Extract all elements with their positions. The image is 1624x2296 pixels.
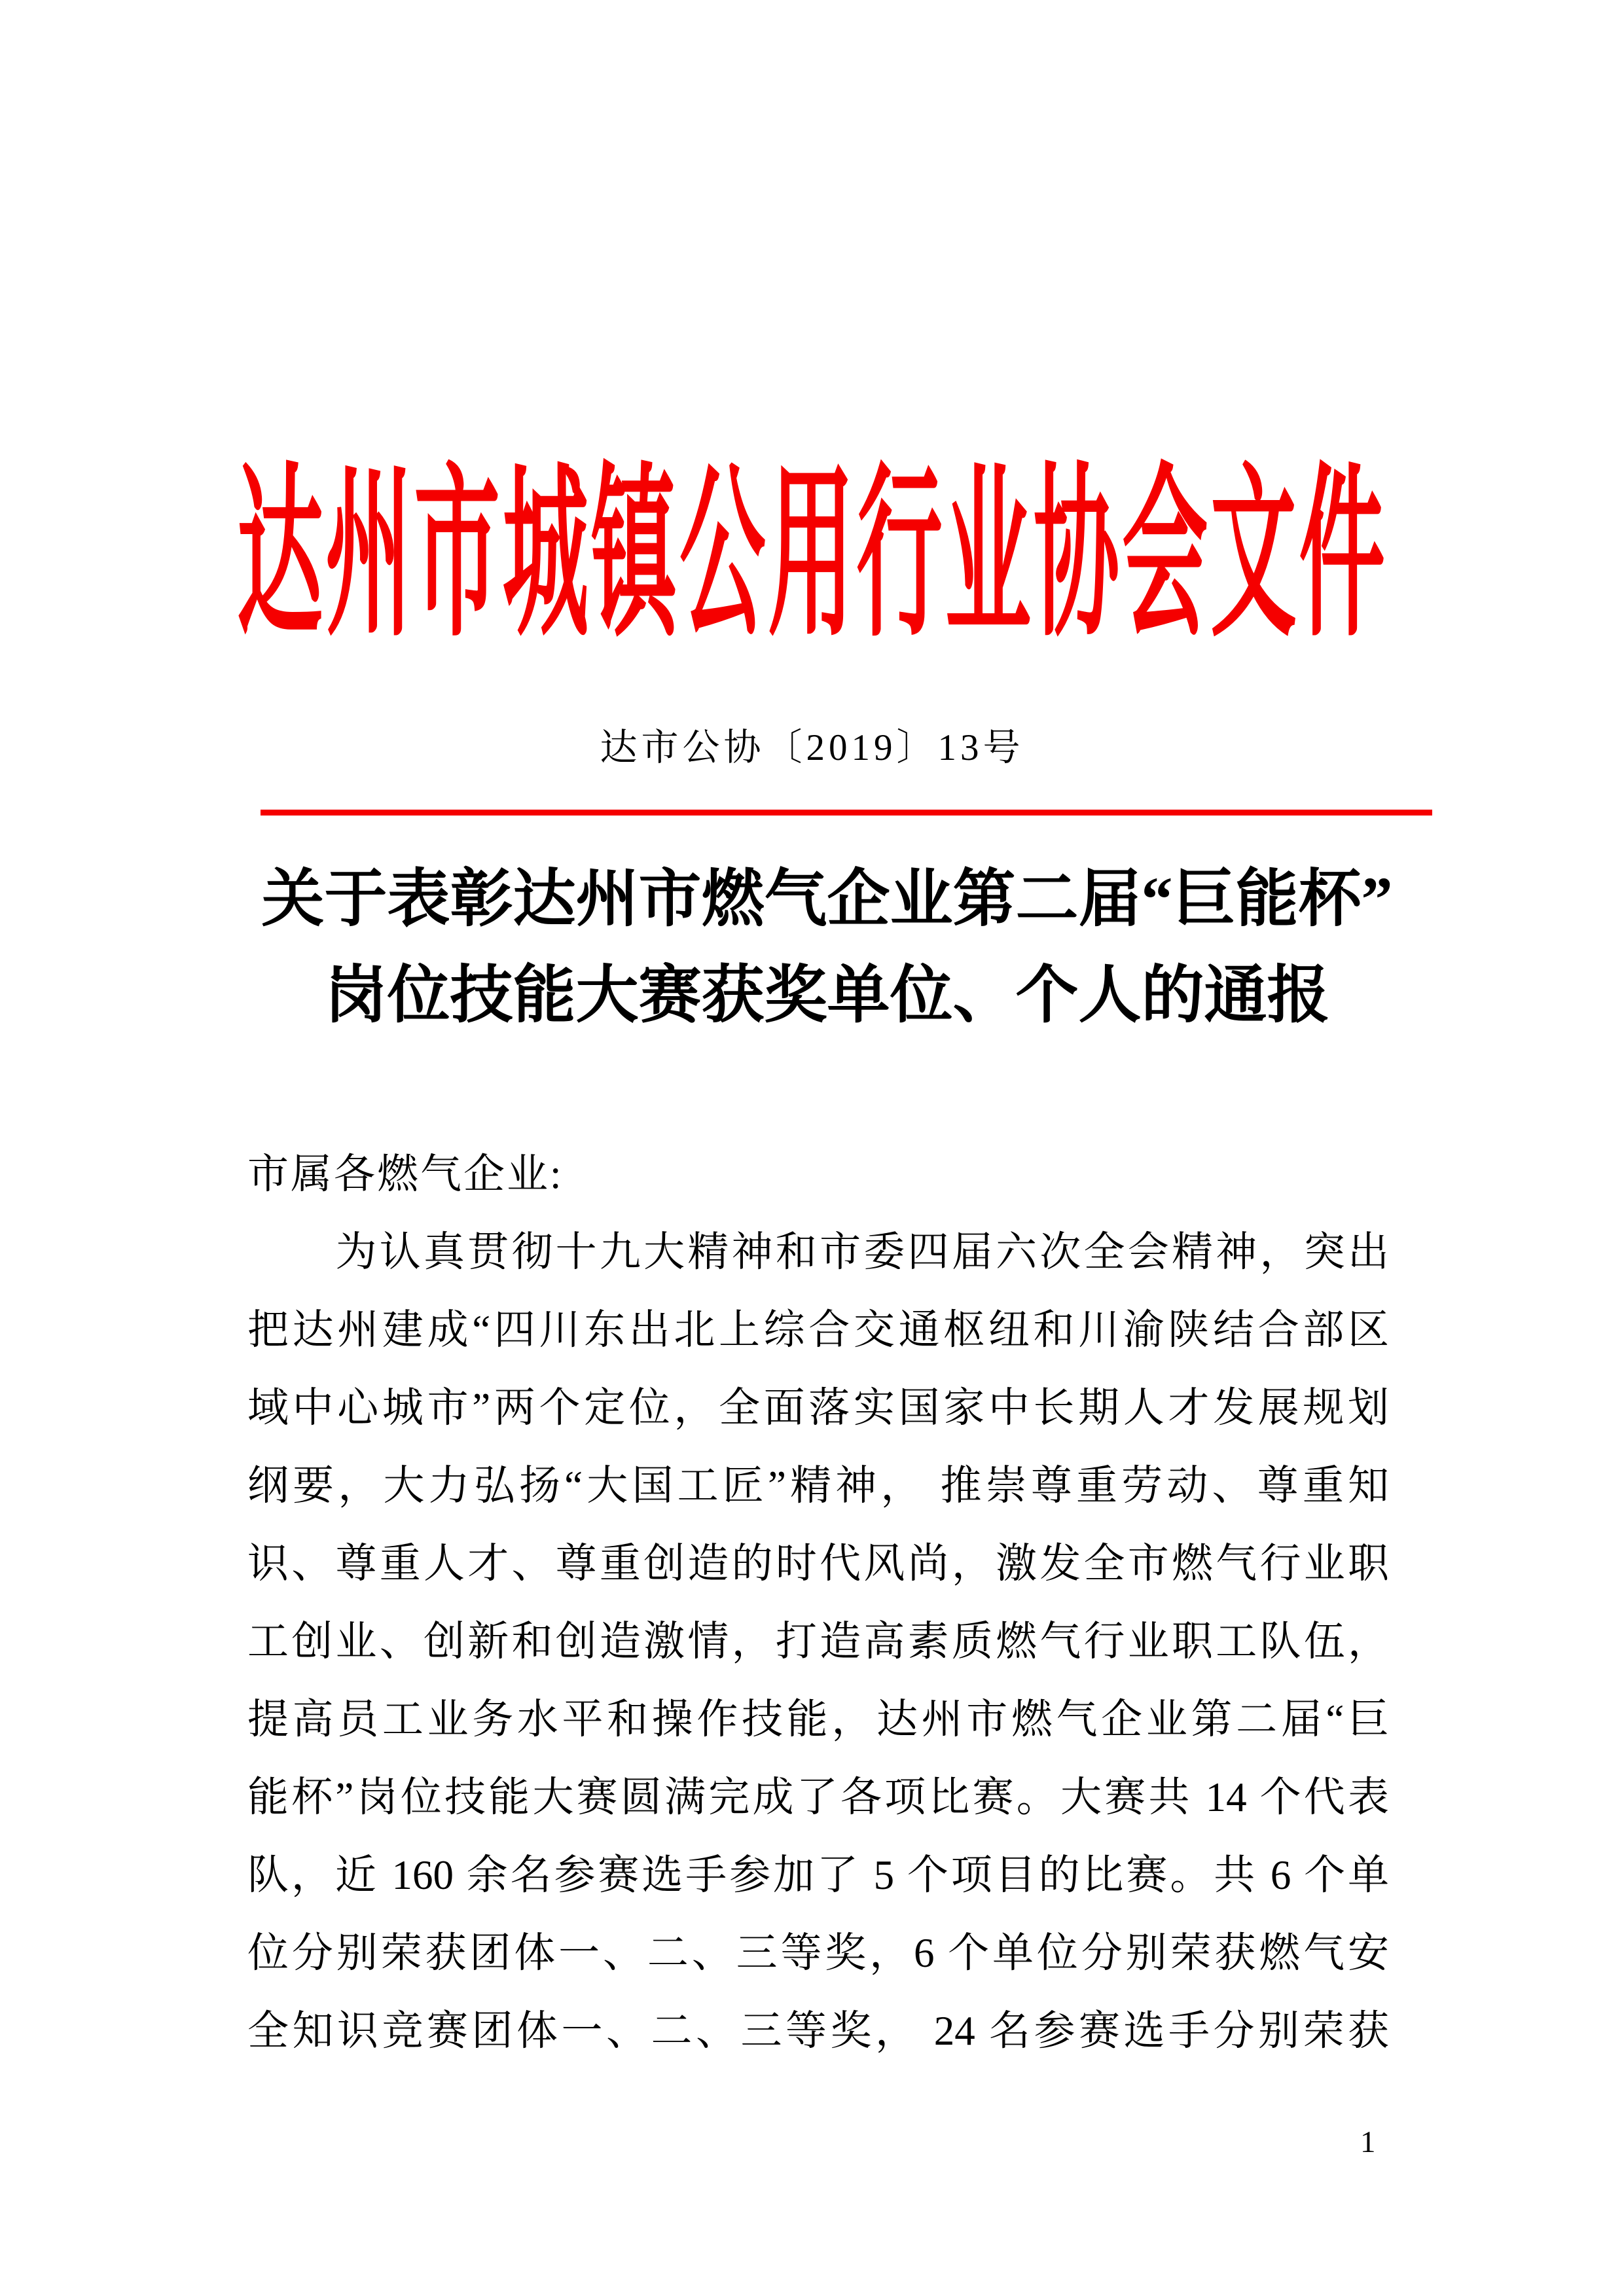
page-number: 1 — [1360, 2125, 1376, 2159]
body-line: 提高员工业务水平和操作技能，达州市燃气企业第二届“巨 — [247, 1696, 1389, 1742]
body-line: 为认真贯彻十九大精神和市委四届六次全会精神，突出 — [247, 1229, 1389, 1275]
body-line: 全知识竞赛团体一、二、三等奖， 24 名参赛选手分别荣获 — [247, 2008, 1389, 2054]
salutation-line: 市属各燃气企业: — [247, 1151, 564, 1197]
body-line: 队，近 160 余名参赛选手参加了 5 个项目的比赛。共 6 个单 — [247, 1852, 1389, 1898]
red-divider-rule — [261, 810, 1432, 816]
letterhead — [0, 454, 1624, 660]
body-line: 把达州建成“四川东出北上综合交通枢纽和川渝陕结合部区 — [247, 1307, 1389, 1353]
body-line: 位分别荣获团体一、二、三等奖，6 个单位分别荣获燃气安 — [247, 1930, 1389, 1976]
document-title-line2: 岗位技能大赛获奖单位、个人的通报 — [324, 960, 1330, 1030]
document-number: 达市公协〔2019〕13号 — [600, 727, 1024, 768]
document-title — [0, 851, 1624, 1043]
document-title-line1: 关于表彰达州市燃气企业第二届“巨能杯” — [261, 864, 1393, 934]
body-line: 工创业、创新和创造激情，打造高素质燃气行业职工队伍， — [247, 1619, 1389, 1664]
body-text — [247, 1136, 1389, 2070]
body-line: 纲要，大力弘扬“大国工匠”精神， 推崇尊重劳动、尊重知 — [247, 1463, 1389, 1509]
body-line: 能杯”岗位技能大赛圆满完成了各项比赛。大赛共 14 个代表 — [247, 1774, 1389, 1820]
body-line: 识、尊重人才、尊重创造的时代风尚，激发全市燃气行业职 — [247, 1541, 1389, 1587]
letterhead-org-title: 达州市城镇公用行业协会文件 — [236, 454, 1388, 660]
body-line: 域中心城市”两个定位，全面落实国家中长期人才发展规划 — [247, 1385, 1389, 1431]
